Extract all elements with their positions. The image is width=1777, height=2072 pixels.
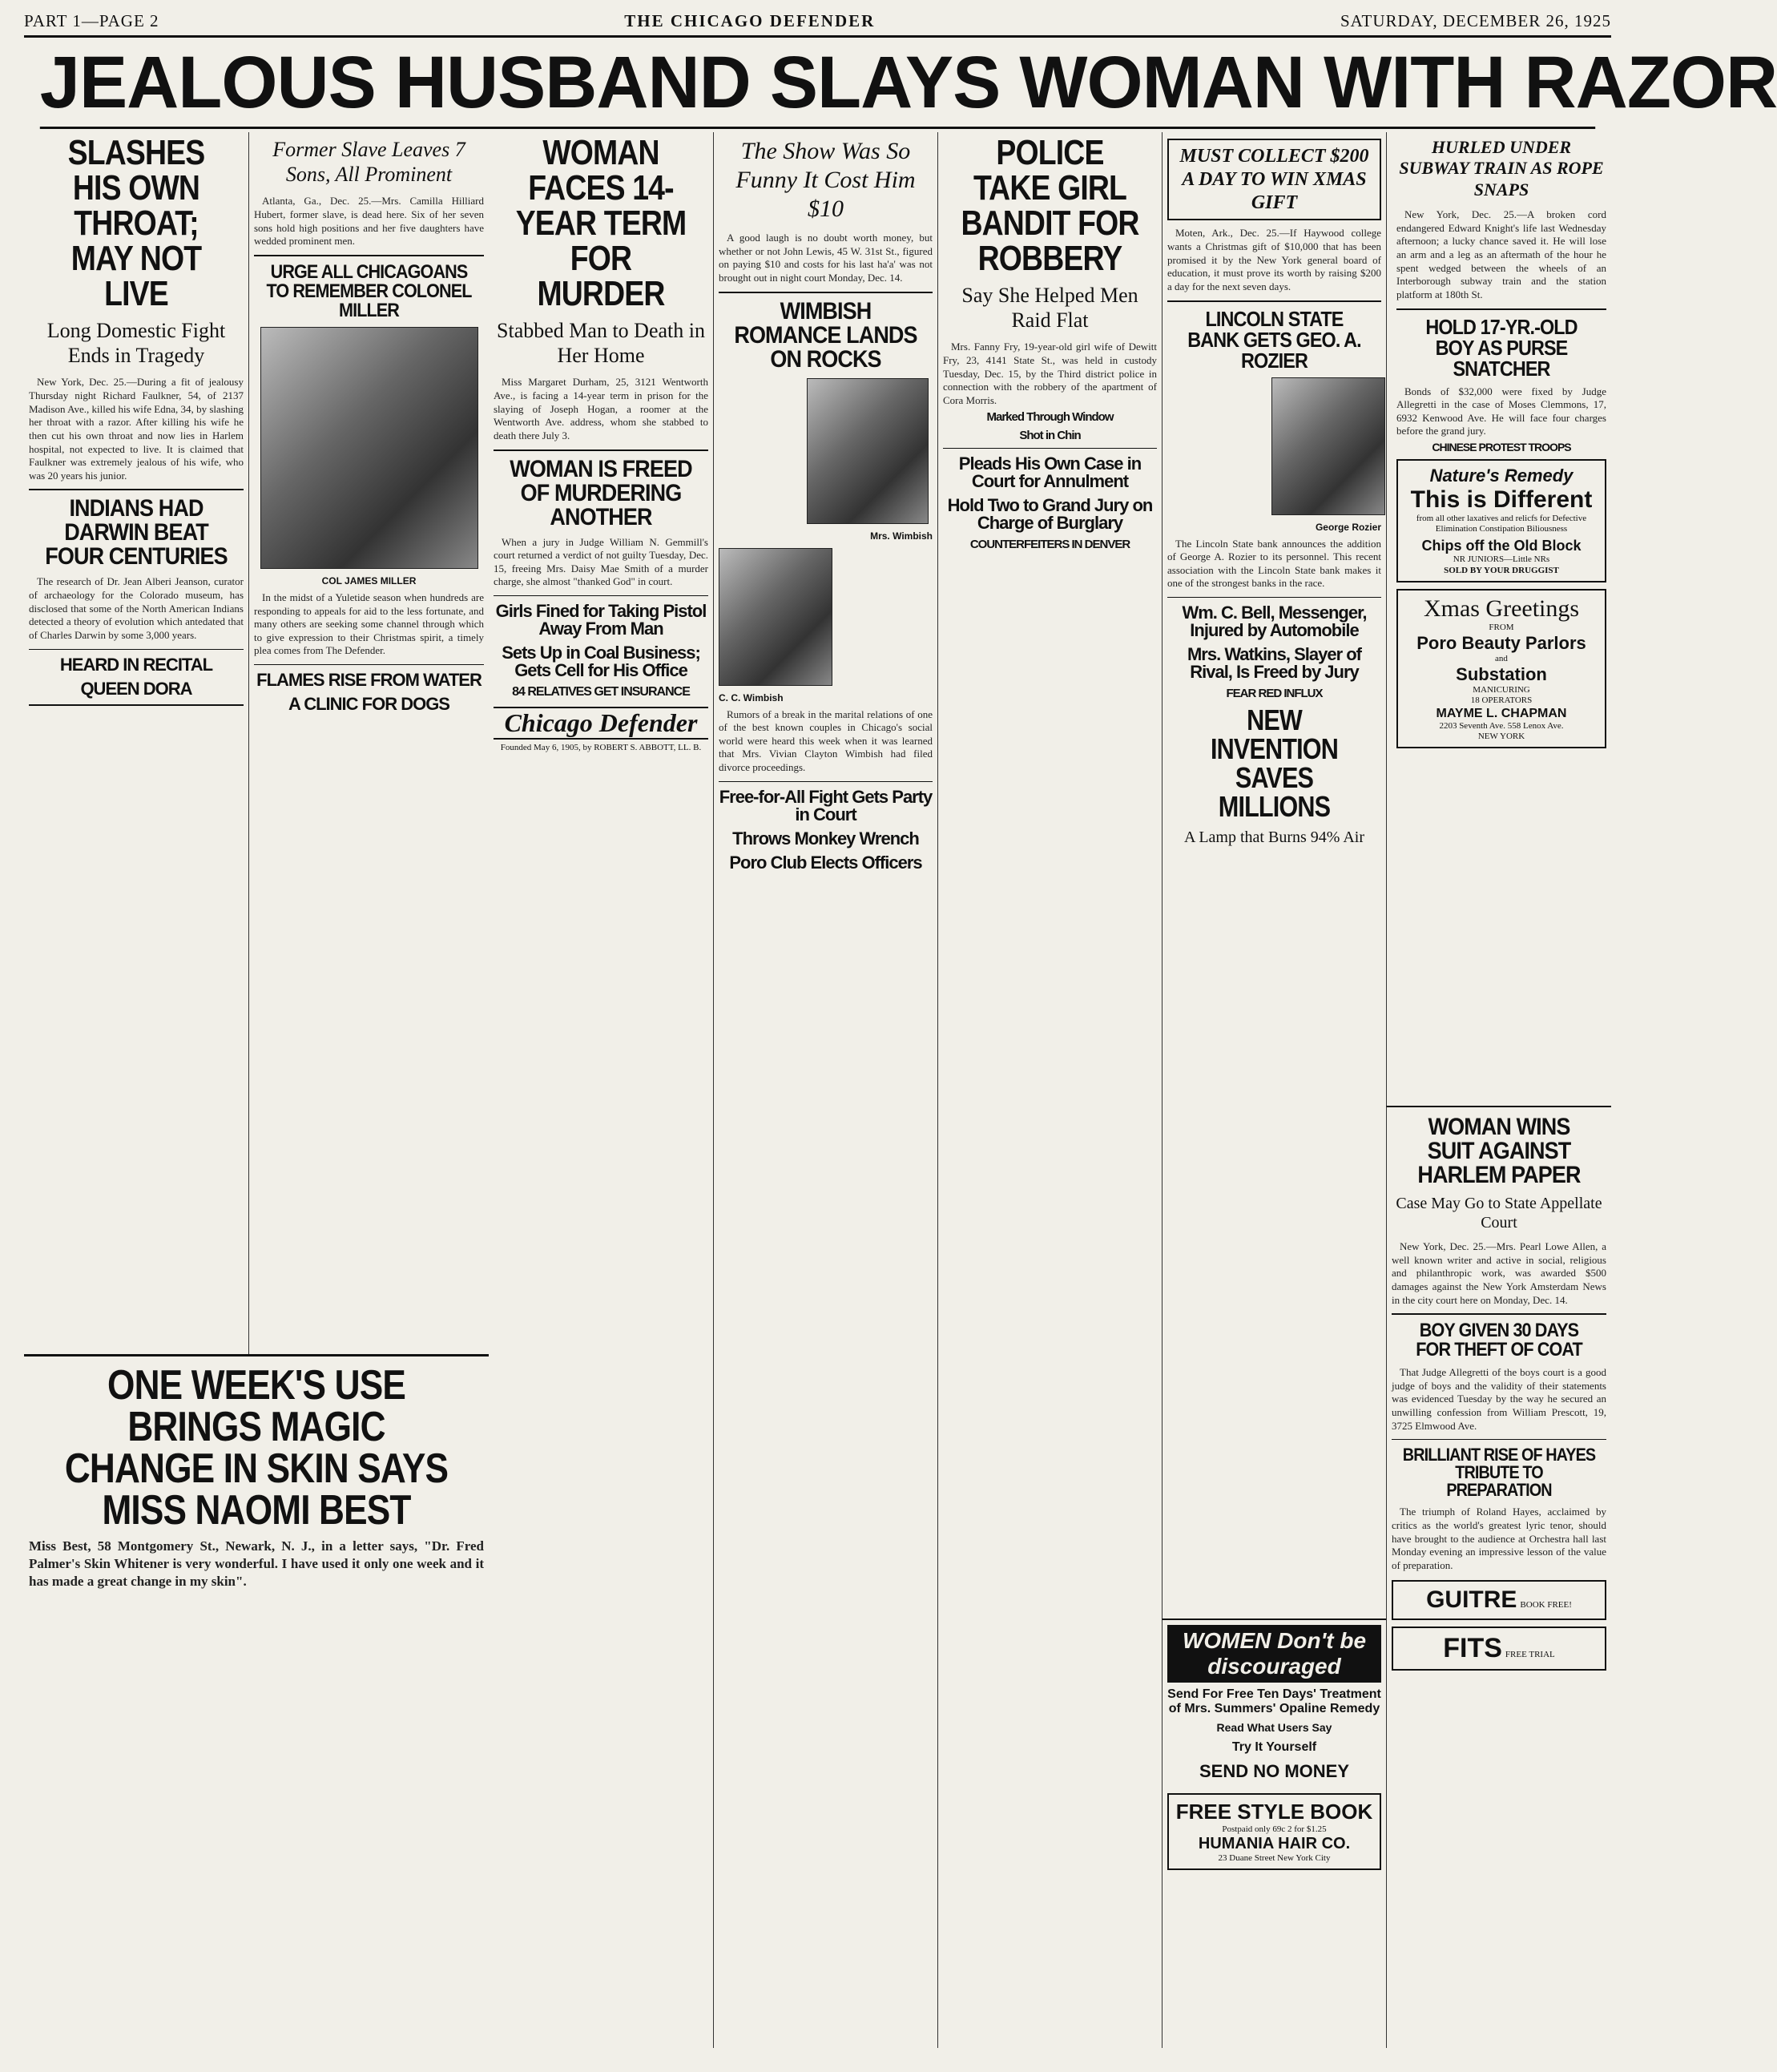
headline-watkins-freed: Mrs. Watkins, Slayer of Rival, Is Freed by Jury	[1187, 644, 1362, 683]
ad-send-no-money: SEND NO MONEY	[1199, 1761, 1350, 1781]
folio-page: PART 1—PAGE 2	[24, 10, 159, 30]
divider	[494, 595, 708, 596]
article-body-smith	[494, 536, 708, 590]
paragraph: When a jury in Judge William N. Gemmill's court returned a verdict of not guilty Tuesday, Dec. 15, freeing Mrs. Daisy Mae Smith of a murder charge, she almost "thanked God" in court.	[494, 535, 708, 588]
ad-chips: Chips off the Old Block	[1421, 538, 1582, 554]
paragraph: New York, Dec. 25.—During a fit of jealousy Thursday night Richard Faulkner, 54, of 2137 Madison Ave., killed his wife Edna, 34, by slashing her throat with a razor. After killing his wife he then cut his own throat and now lies in Harlem hospital, not expected to live. It is claimed that Faulkner was extremely jealous of his wife, who was 20 years his junior.	[29, 376, 244, 482]
divider	[1167, 597, 1381, 598]
paragraph: Miss Margaret Durham, 25, 3121 Wentworth Ave., is facing a 14-year term in prison for the slaying of Joseph Hogan, a roomer at the Wentworth Ave. address, whom she stabbed to death there July 3.	[494, 376, 708, 441]
headline-annulment: Pleads His Own Case in Court for Annulment	[958, 453, 1142, 491]
headline-bell-injured: Wm. C. Bell, Messenger, Injured by Automobile	[1182, 603, 1367, 641]
ad-and: and	[1495, 653, 1508, 663]
portrait-photo	[260, 327, 478, 569]
paragraph: Atlanta, Ga., Dec. 25.—Mrs. Camilla Hilliard Hubert, former slave, is dead here. Six of her seven sons hold high positions and her five daughters have wedded prominent men.	[254, 195, 484, 248]
caption-rozier: George Rozier	[1315, 521, 1381, 533]
headline-free-for-all: Free-for-All Fight Gets Party in Court	[719, 786, 933, 824]
ad-lead: Miss Best, 58 Montgomery St., Newark, N. J., in a letter says, "Dr. Fred Palmer's Skin Whitener is very wonderful. I have used it only one week and it has made a great change in my skin".	[29, 1538, 484, 1589]
paragraph: New York, Dec. 25.—A broken cord endangered Edward Knight's life last Wednesday afternoon; a lucky chance saved it. He will lose an arm and a leg as an aftermath of the hour he spent wedged between the wheels of an Interborough subway train and the station platform at 180th St.	[1396, 208, 1606, 300]
divider	[29, 489, 244, 490]
photo-c-c-wimbish	[719, 548, 832, 686]
folio-line	[24, 6, 1611, 38]
column-5	[937, 132, 1162, 2048]
headline-woman-freed: WOMAN IS FREED OF MURDERING ANOTHER	[510, 455, 692, 530]
article-body-lewis	[719, 232, 933, 285]
ad-headline: ONE WEEK'S USE BRINGS MAGIC CHANGE IN SKIN SAYS MISS NAOMI BEST	[64, 1362, 449, 1534]
ad-manicuring: MANICURING	[1473, 685, 1530, 695]
divider	[254, 664, 484, 665]
headline-recital: HEARD IN RECITAL	[59, 654, 213, 675]
headline-lincoln-bank: LINCOLN STATE BANK GETS GEO. A. ROZIER	[1187, 306, 1361, 373]
headline-dog-clinic: A CLINIC FOR DOGS	[288, 694, 449, 714]
ad-women-title: WOMEN Don't be discouraged	[1167, 1625, 1381, 1683]
ad-poro-parlors: Poro Beauty Parlors	[1416, 632, 1586, 653]
ad-style-book: FREE STYLE BOOK	[1175, 1800, 1373, 1824]
ad-owner: MAYME L. CHAPMAN	[1436, 706, 1567, 720]
ad-fits: FITS	[1443, 1633, 1502, 1664]
headline-indians-darwin: INDIANS HAD DARWIN BEAT FOUR CENTURIES	[45, 495, 228, 570]
folio-paper-name: THE CHICAGO DEFENDER	[624, 10, 876, 30]
article-body-prescott	[1392, 1366, 1606, 1433]
subhead-window: Marked Through Window	[986, 409, 1114, 424]
headline-grand-jury: Hold Two to Grand Jury on Charge of Burglary	[947, 494, 1153, 533]
headline-red-influx: FEAR RED INFLUX	[1226, 687, 1323, 701]
article-body-allen	[1392, 1240, 1606, 1307]
divider	[1396, 308, 1606, 310]
ad-brand: Nature's Remedy	[1429, 466, 1574, 486]
headline-counterfeiters: COUNTERFEITERS IN DENVER	[969, 537, 1130, 551]
folio-date: SATURDAY, DECEMBER 26, 1925	[1340, 10, 1611, 30]
deck-must-collect: MUST COLLECT $200 A DAY TO WIN XMAS GIFT	[1179, 146, 1369, 213]
headline-poro-club: Poro Club Elects Officers	[729, 852, 922, 873]
article-body-indians	[29, 575, 244, 642]
paragraph: New York, Dec. 25.—Mrs. Pearl Lowe Allen, a well known writer and active in social, religious and philanthropic work, was awarded $500 damages against the New York Amsterdam News in the city court here on Monday, Dec. 14.	[1392, 1240, 1606, 1306]
deck-stabbed-man: Stabbed Man to Death in Her Home	[497, 319, 705, 368]
ad-laxative-sub: from all other laxatives and relicfs for Defective Elimination Constipation Biliousness	[1416, 514, 1587, 534]
column-7	[1386, 1106, 1611, 2048]
ad-humania-address: 23 Duane Street New York City	[1218, 1853, 1331, 1864]
article-body-knight	[1396, 208, 1606, 301]
banner-headline: JEALOUS HUSBAND SLAYS WOMAN WITH RAZOR	[40, 38, 1595, 129]
women-ad	[1162, 1618, 1386, 2048]
headline-woman-faces-term: WOMAN FACES 14-YEAR TERM FOR MURDER	[515, 133, 687, 313]
divider	[1167, 300, 1381, 302]
divider	[29, 649, 244, 650]
deck-former-slave: Former Slave Leaves 7 Sons, All Prominent	[272, 138, 465, 187]
ad-xmas-greetings: Xmas Greetings	[1423, 595, 1580, 622]
deck-subway: HURLED UNDER SUBWAY TRAIN AS ROPE SNAPS	[1399, 137, 1604, 200]
ad-address: 2203 Seventh Ave. 558 Lenox Ave.	[1439, 720, 1564, 731]
paragraph: The research of Dr. Jean Alberi Jeanson, curator of archaeology for the Colorado museum, has disclosed that some of the North American Indians detected a theory of evolution which antedated that of Charles Darwin by some 3,000 years.	[29, 575, 244, 641]
skin-whitener-ad	[24, 1354, 489, 2048]
divider	[1392, 1439, 1606, 1440]
caption-mrs-wimbish: Mrs. Wimbish	[870, 530, 933, 542]
headline-monkey-wrench: Throws Monkey Wrench	[732, 828, 919, 849]
fits-ad	[1392, 1627, 1606, 1671]
article-body-slaying	[29, 376, 244, 482]
column-4	[713, 132, 937, 2048]
headline-colonel-miller: URGE ALL CHICAGOANS TO REMEMBER COLONEL MILLER	[266, 260, 472, 321]
ad-free-trial: FREE TRIAL	[1505, 1650, 1555, 1660]
caption-c-c-wimbish: C. C. Wimbish	[719, 691, 784, 703]
headline-woman-wins: WOMAN WINS SUIT AGAINST HARLEM PAPER	[1417, 1114, 1581, 1188]
paragraph: In the midst of a Yuletide season when hundreds are responding to appeals for aid to the less fortunate, and many others are seeking some channel through which to give expression to their Christmas spirit, a timely plea comes from The Defender.	[254, 591, 484, 657]
divider	[29, 704, 244, 706]
masthead-logo: Chicago Defender	[494, 707, 708, 740]
article-body-haywood	[1167, 227, 1381, 293]
paragraph: Rumors of a break in the marital relations of one of the best known couples in Chicago's social world were heard this week when it was learned that Mrs. Vivian Clayton Wimbish had filed divorce proceedings.	[719, 707, 933, 773]
poro-greetings-ad	[1396, 589, 1606, 748]
headline-coal-business: Sets Up in Coal Business; Gets Cell for His Office	[502, 643, 700, 680]
paragraph: A good laugh is no doubt worth money, but whether or not John Lewis, 45 W. 31st St., figured on paying $10 and costs for his last ha'a' was not brought out in night court Monday, Dec. 14.	[719, 232, 933, 284]
box-xmas-gift	[1167, 139, 1381, 220]
ad-read-users: Read What Users Say	[1216, 1721, 1332, 1734]
divider	[719, 292, 933, 293]
photo-rozier	[1271, 377, 1385, 515]
deck-appellate: Case May Go to State Appellate Court	[1396, 1195, 1602, 1232]
divider	[494, 449, 708, 451]
ad-city: NEW YORK	[1477, 731, 1525, 741]
paragraph: Moten, Ark., Dec. 25.—If Haywood college wants a Christmas gift of $10,000 that has been promised it by the New York general board of education, it must prove its worth by raising $200 a day for the next seven days.	[1167, 227, 1381, 292]
headline-flames: FLAMES RISE FROM WATER	[256, 670, 482, 690]
paragraph: That Judge Allegretti of the boys court is a good judge of boys and the validity of their statements was evidenced Tuesday by the way he secured an unwilling confession from William Prescott, 19, 3725 Elmwood Ave.	[1392, 1366, 1606, 1432]
photo-caption: COL JAMES MILLER	[321, 574, 417, 587]
headline-purse-snatcher: HOLD 17-YR.-OLD BOY AS PURSE SNATCHER	[1425, 314, 1578, 381]
ad-this-is-different: This is Different	[1410, 486, 1593, 514]
paragraph: Bonds of $32,000 were fixed by Judge Allegretti in the case of Moses Clemmons, 17, 6932 Kenwood Ave. He will face four charges before the grand jury.	[1396, 385, 1606, 437]
headline-boy-theft: BOY GIVEN 30 DAYS FOR THEFT OF COAT	[1416, 1320, 1582, 1361]
divider	[1392, 1313, 1606, 1315]
article-body-clemmons	[1396, 385, 1606, 439]
ad-book-free: BOOK FREE!	[1520, 1600, 1572, 1610]
guitre-ad	[1392, 1580, 1606, 1620]
ad-nr-juniors: NR JUNIORS—Little NRs	[1453, 554, 1550, 565]
divider	[719, 781, 933, 782]
article-body-durham	[494, 376, 708, 442]
deck-domestic-fight: Long Domestic Fight Ends in Tragedy	[46, 319, 226, 368]
article-body-wimbish	[719, 708, 933, 775]
column-3	[489, 132, 713, 2048]
headline-insurance: 84 RELATIVES GET INSURANCE	[512, 685, 690, 699]
ad-humania: HUMANIA HAIR CO.	[1198, 1835, 1351, 1853]
ad-try-it: Try It Yourself	[1231, 1740, 1317, 1754]
masthead-founded: Founded May 6, 1905, by ROBERT S. ABBOTT, LL. B.	[500, 743, 702, 752]
headline-slashes-throat: SLASHES HIS OWN THROAT; MAY NOT LIVE	[67, 133, 205, 313]
article-body-rozier	[1167, 538, 1381, 591]
ad-from: FROM	[1489, 622, 1514, 632]
ad-postpaid: Postpaid only 69c 2 for $1.25	[1222, 1824, 1327, 1834]
subhead-chin: Shot in Chin	[1019, 428, 1081, 442]
paragraph: Mrs. Fanny Fry, 19-year-old girl wife of Dewitt Fry, 23, 4141 State St., was held in custody Tuesday, Dec. 15, by the Third district police in connection with the robbery of the apartment of Cora Morris.	[943, 341, 1157, 406]
deck-raid-flat: Say She Helped Men Raid Flat	[961, 284, 1138, 333]
headline-girls-fined: Girls Fined for Taking Pistol Away From Man	[495, 601, 707, 639]
article-body-miller	[254, 591, 484, 658]
divider	[943, 448, 1157, 449]
article-body-hayes	[1392, 1506, 1606, 1572]
ad-opaline-sub: Send For Free Ten Days' Treatment of Mrs. Summers' Opaline Remedy	[1167, 1687, 1381, 1715]
ad-substation: Substation	[1456, 664, 1547, 685]
article-body-slave	[254, 195, 484, 248]
paragraph: The Lincoln State bank announces the addition of George A. Rozier to its personnel. This recent association with the Lincoln State bank makes it one of the strongest banks in the race.	[1167, 537, 1381, 590]
ad-druggist: SOLD BY YOUR DRUGGIST	[1444, 565, 1559, 575]
humania-ad	[1167, 1793, 1381, 1870]
deck-lamp: A Lamp that Burns 94% Air	[1184, 828, 1364, 847]
headline-girl-bandit: POLICE TAKE GIRL BANDIT FOR ROBBERY	[961, 133, 1139, 278]
headline-chinese-protest: CHINESE PROTEST TROOPS	[1432, 441, 1571, 454]
divider	[254, 255, 484, 256]
ad-operators: 18 OPERATORS	[1470, 695, 1533, 706]
article-body-fry	[943, 341, 1157, 407]
headline-hayes: BRILLIANT RISE OF HAYES TRIBUTE TO PREPARATION	[1402, 1445, 1596, 1501]
headline-queen-dora: QUEEN DORA	[80, 678, 192, 699]
photo-mrs-wimbish	[807, 378, 929, 524]
paragraph: The triumph of Roland Hayes, acclaimed by critics as the world's greatest lyric tenor, should have brought to the audience at Orchestra hall last Monday evening an impressive lesson of the value of preparation.	[1392, 1506, 1606, 1571]
headline-wimbish-romance: WIMBISH ROMANCE LANDS ON ROCKS	[734, 297, 917, 373]
natures-remedy-ad	[1396, 459, 1606, 582]
deck-funny-show: The Show Was So Funny It Cost Him $10	[735, 138, 916, 222]
ad-guitre: GUITRE	[1426, 1586, 1517, 1614]
headline-new-invention: NEW INVENTION SAVES MILLIONS	[1211, 703, 1338, 824]
